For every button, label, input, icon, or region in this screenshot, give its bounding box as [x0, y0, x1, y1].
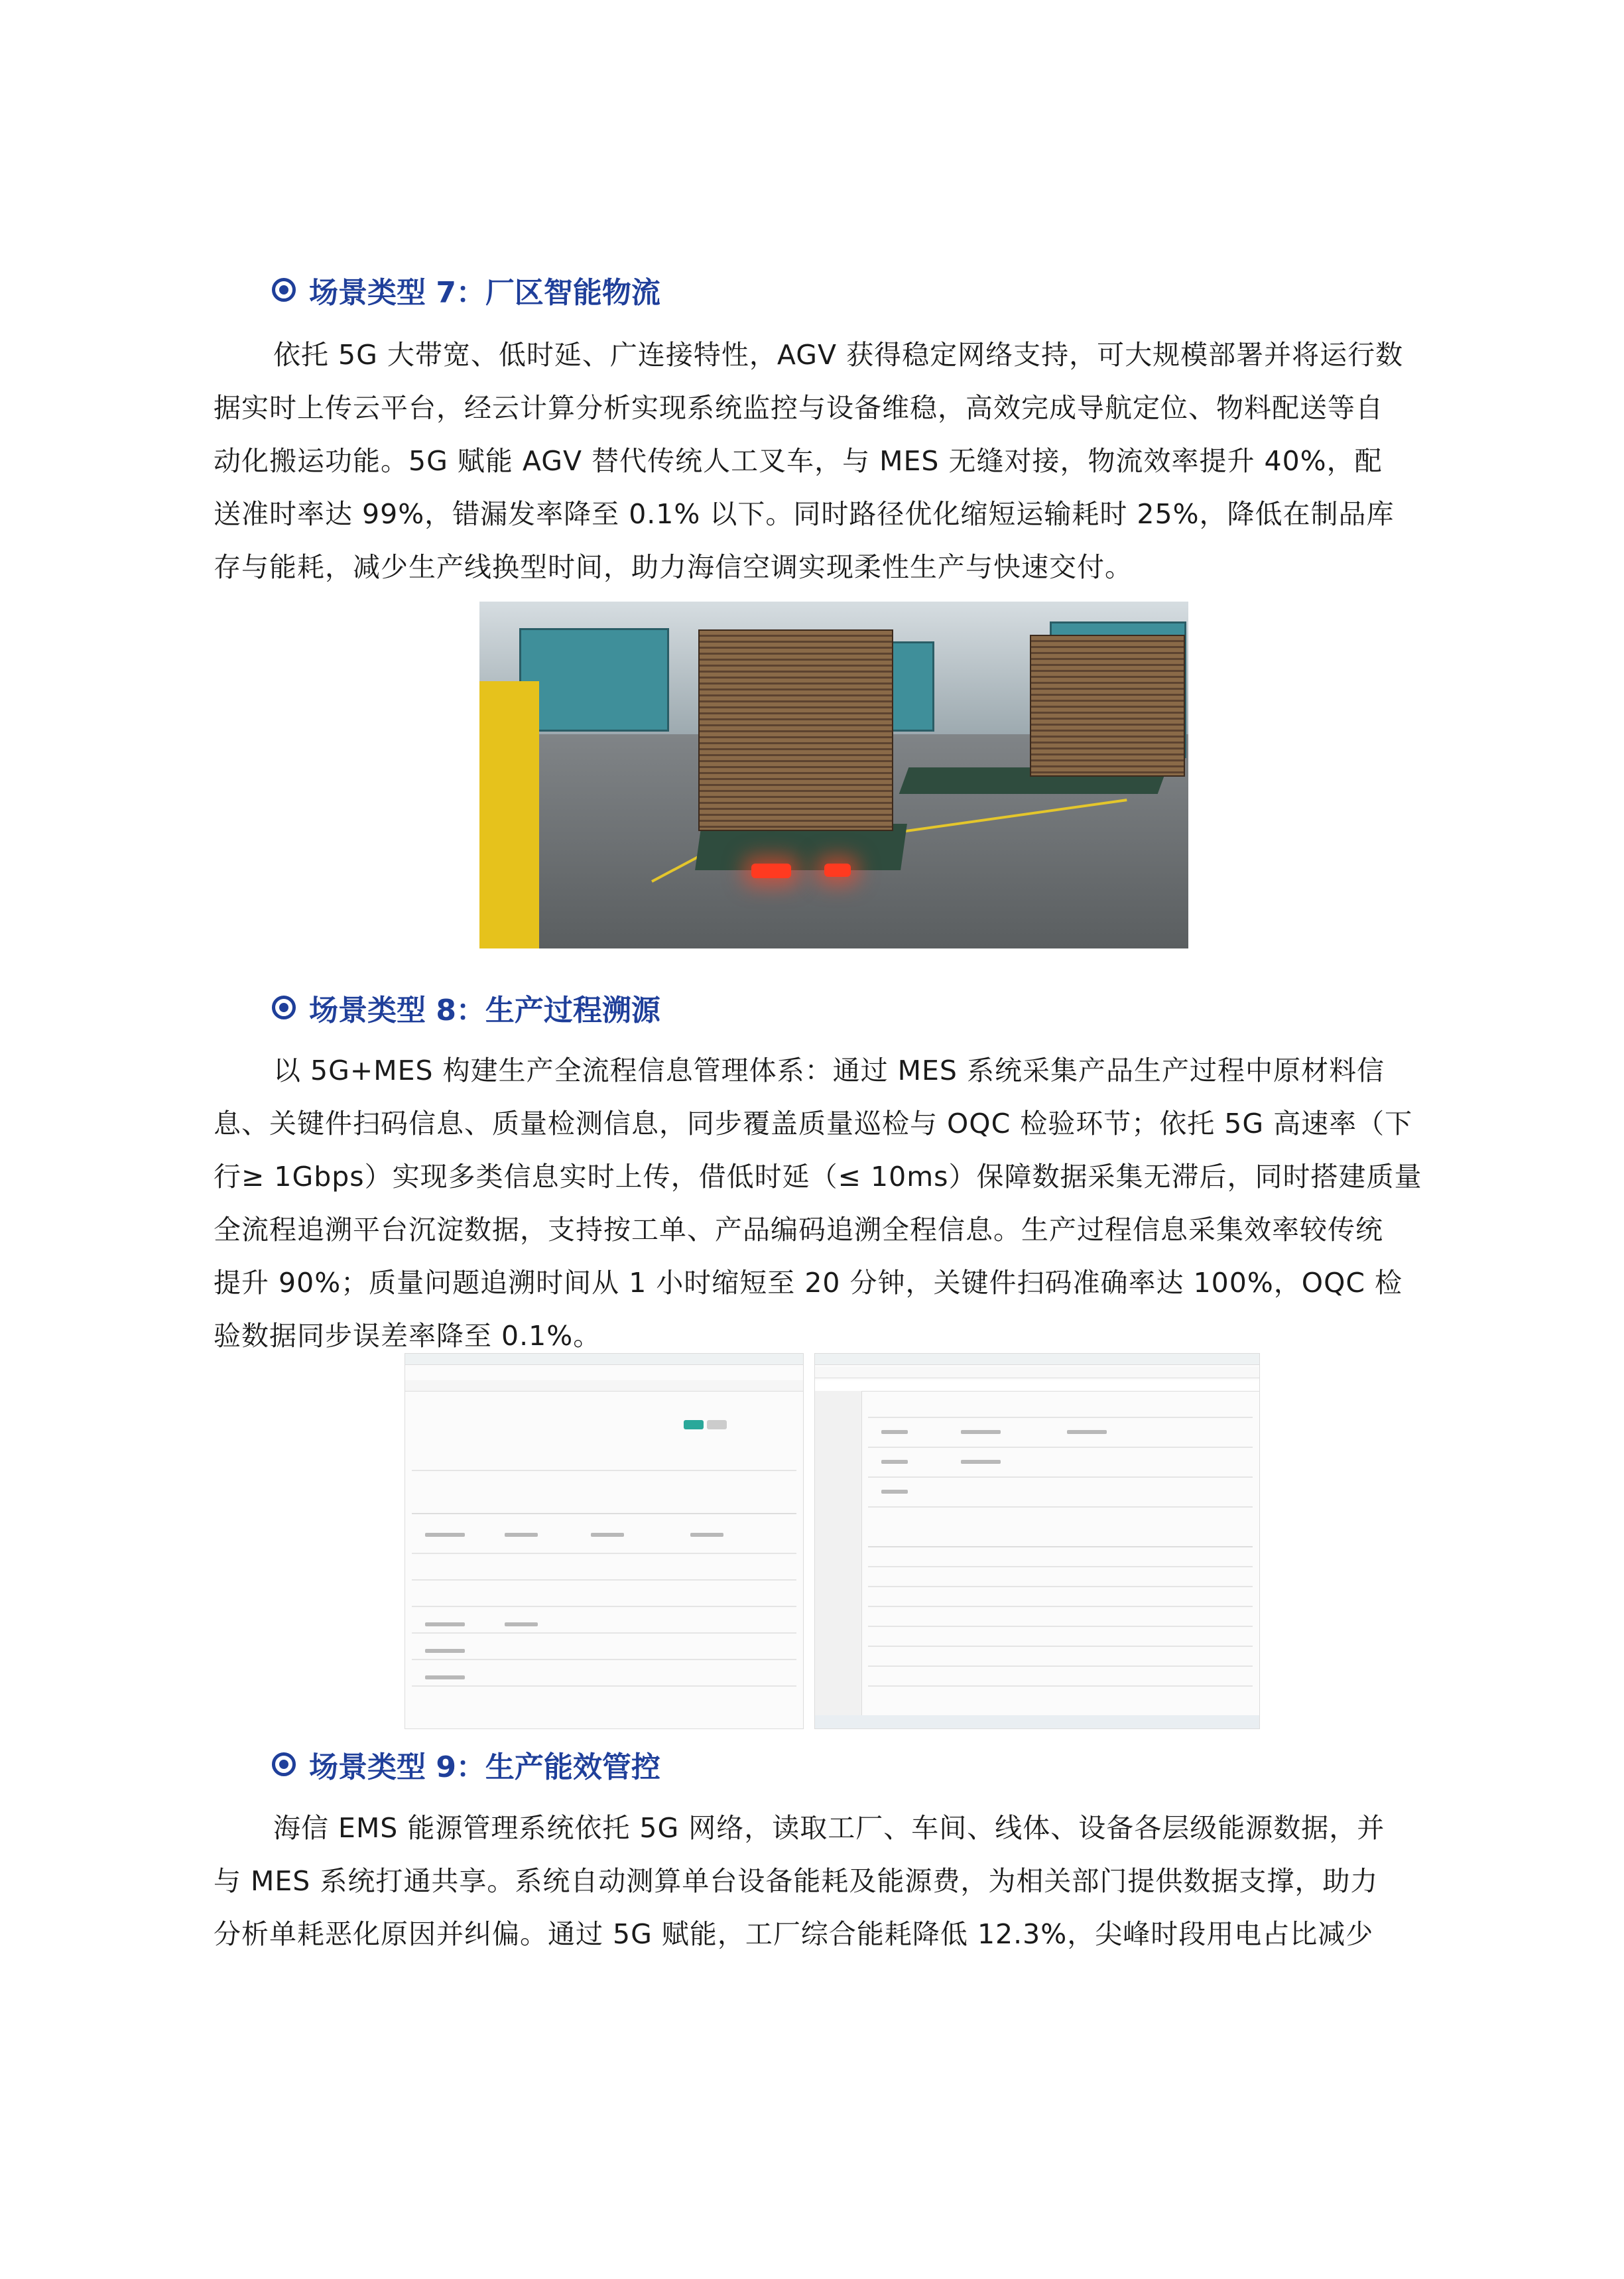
section-9-heading — [272, 1743, 660, 1786]
paragraph-line: 验数据同步误差率降至 0.1%。 — [214, 1320, 601, 1352]
paragraph-line: 全流程追溯平台沉淀数据，支持按工单、产品编码追溯全程信息。生产过程信息采集效率较传统 — [214, 1214, 1383, 1246]
screenshot-browser-bar — [815, 1354, 1259, 1365]
photo-machine — [519, 628, 669, 732]
screenshot-cell — [425, 1622, 465, 1626]
paragraph-line: 存与能耗，减少生产线换型时间，助力海信空调实现柔性生产与快速交付。 — [214, 551, 1133, 583]
paragraph-line: 以 5G+MES 构建生产全流程信息管理体系：通过 MES 系统采集产品生产过程中原材料信 — [273, 1055, 1385, 1086]
paragraph-line: 送准时率达 99%，错漏发率降至 0.1% 以下。同时路径优化缩短运输耗时 25%，降低在制品库 — [214, 498, 1395, 530]
screenshot-table-row — [868, 1685, 1253, 1687]
screenshot-table-row — [412, 1553, 796, 1554]
screenshot-table-row — [868, 1606, 1253, 1607]
screenshot-table-row — [868, 1626, 1253, 1627]
paragraph-line: 提升 90%；质量问题追溯时间从 1 小时缩短至 20 分钟，关键件扫码准确率达 100%，OQC 检 — [214, 1267, 1403, 1299]
section-8-heading — [272, 986, 660, 1029]
section-7-heading-text: 场景类型 7：厂区智能物流 — [309, 276, 660, 310]
paragraph-line: 行≥ 1Gbps）实现多类信息实时上传，借低时延（≤ 10ms）保障数据采集无滞后，同时搭建质量 — [214, 1161, 1422, 1193]
screenshot-table-row — [412, 1579, 796, 1581]
photo-yellow-pillar — [479, 681, 539, 948]
screenshot-filter-bar — [405, 1380, 803, 1392]
screenshot-cell — [505, 1533, 538, 1537]
section-9-paragraph — [214, 1801, 1460, 1961]
screenshot-table-row — [868, 1447, 1253, 1448]
paragraph-line: 动化搬运功能。5G 赋能 AGV 替代传统人工叉车，与 MES 无缝对接，物流效率提升 40%，配 — [214, 445, 1383, 477]
section-8-paragraph — [214, 1044, 1460, 1362]
screenshot-address-bar — [815, 1367, 1259, 1378]
screenshot-cell — [881, 1430, 908, 1434]
screenshot-table-row — [868, 1646, 1253, 1647]
screenshot-table-header — [868, 1417, 1253, 1418]
screenshot-table-row — [412, 1685, 796, 1687]
screenshot-table-header — [412, 1513, 796, 1514]
bullet-icon — [272, 1752, 296, 1776]
screenshot-cell — [425, 1649, 465, 1653]
agv-warning-light — [824, 864, 851, 877]
photo-carton-stack — [1030, 635, 1185, 777]
paragraph-line: 依托 5G 大带宽、低时延、广连接特性，AGV 获得稳定网络支持，可大规模部署并将运行数 — [273, 339, 1404, 371]
screenshot-cell — [690, 1533, 723, 1537]
screenshot-table-row — [868, 1566, 1253, 1567]
screenshot-sidebar — [815, 1391, 862, 1728]
screenshot-table-row — [868, 1506, 1253, 1508]
screenshot-cell — [1067, 1430, 1107, 1434]
screenshot-cell — [961, 1460, 1001, 1464]
mes-trace-screenshot-right — [814, 1353, 1260, 1729]
bullet-icon — [272, 996, 296, 1019]
screenshot-table-row — [412, 1606, 796, 1607]
screenshot-reset-button — [707, 1420, 727, 1429]
paragraph-line: 据实时上传云平台，经云计算分析实现系统监控与设备维稳，高效完成导航定位、物料配送等自 — [214, 392, 1383, 424]
screenshot-table-row — [412, 1632, 796, 1634]
screenshot-table-header — [868, 1546, 1253, 1547]
screenshot-table-row — [868, 1586, 1253, 1587]
screenshot-table-row — [412, 1659, 796, 1660]
screenshot-cell — [591, 1533, 624, 1537]
screenshot-search-button — [684, 1420, 704, 1429]
screenshot-cell — [881, 1490, 908, 1494]
screenshot-tab-line — [412, 1470, 796, 1471]
paragraph-line: 分析单耗恶化原因并纠偏。通过 5G 赋能，工厂综合能耗降低 12.3%，尖峰时段用电占比减少 — [214, 1918, 1374, 1950]
screenshot-cell — [505, 1622, 538, 1626]
paragraph-line: 海信 EMS 能源管理系统依托 5G 网络，读取工厂、车间、线体、设备各层级能源数据，并 — [273, 1812, 1385, 1844]
paragraph-line: 与 MES 系统打通共享。系统自动测算单台设备能耗及能源费，为相关部门提供数据支撑，助力 — [214, 1865, 1379, 1897]
mes-trace-screenshot-left — [405, 1353, 804, 1729]
agv-warehouse-photo — [479, 602, 1188, 948]
screenshot-table-row — [868, 1665, 1253, 1667]
screenshot-cell — [961, 1430, 1001, 1434]
paragraph-line: 息、关键件扫码信息、质量检测信息，同步覆盖质量巡检与 OQC 检验环节；依托 5G 高速率（下 — [214, 1108, 1413, 1140]
screenshot-title-bar — [405, 1354, 803, 1365]
screenshot-taskbar — [815, 1715, 1259, 1728]
agv-warning-light — [751, 864, 791, 878]
section-8-heading-text: 场景类型 8：生产过程溯源 — [309, 994, 660, 1027]
screenshot-cell — [425, 1675, 465, 1679]
screenshot-cell — [425, 1533, 465, 1537]
section-9-heading-text: 场景类型 9：生产能效管控 — [309, 1750, 660, 1784]
section-7-heading — [272, 269, 660, 311]
bullet-icon — [272, 278, 296, 302]
photo-carton-stack — [698, 629, 893, 831]
screenshot-cell — [881, 1460, 908, 1464]
screenshot-app-header — [815, 1380, 1259, 1392]
screenshot-table-row — [868, 1476, 1253, 1478]
section-7-paragraph — [214, 328, 1460, 594]
